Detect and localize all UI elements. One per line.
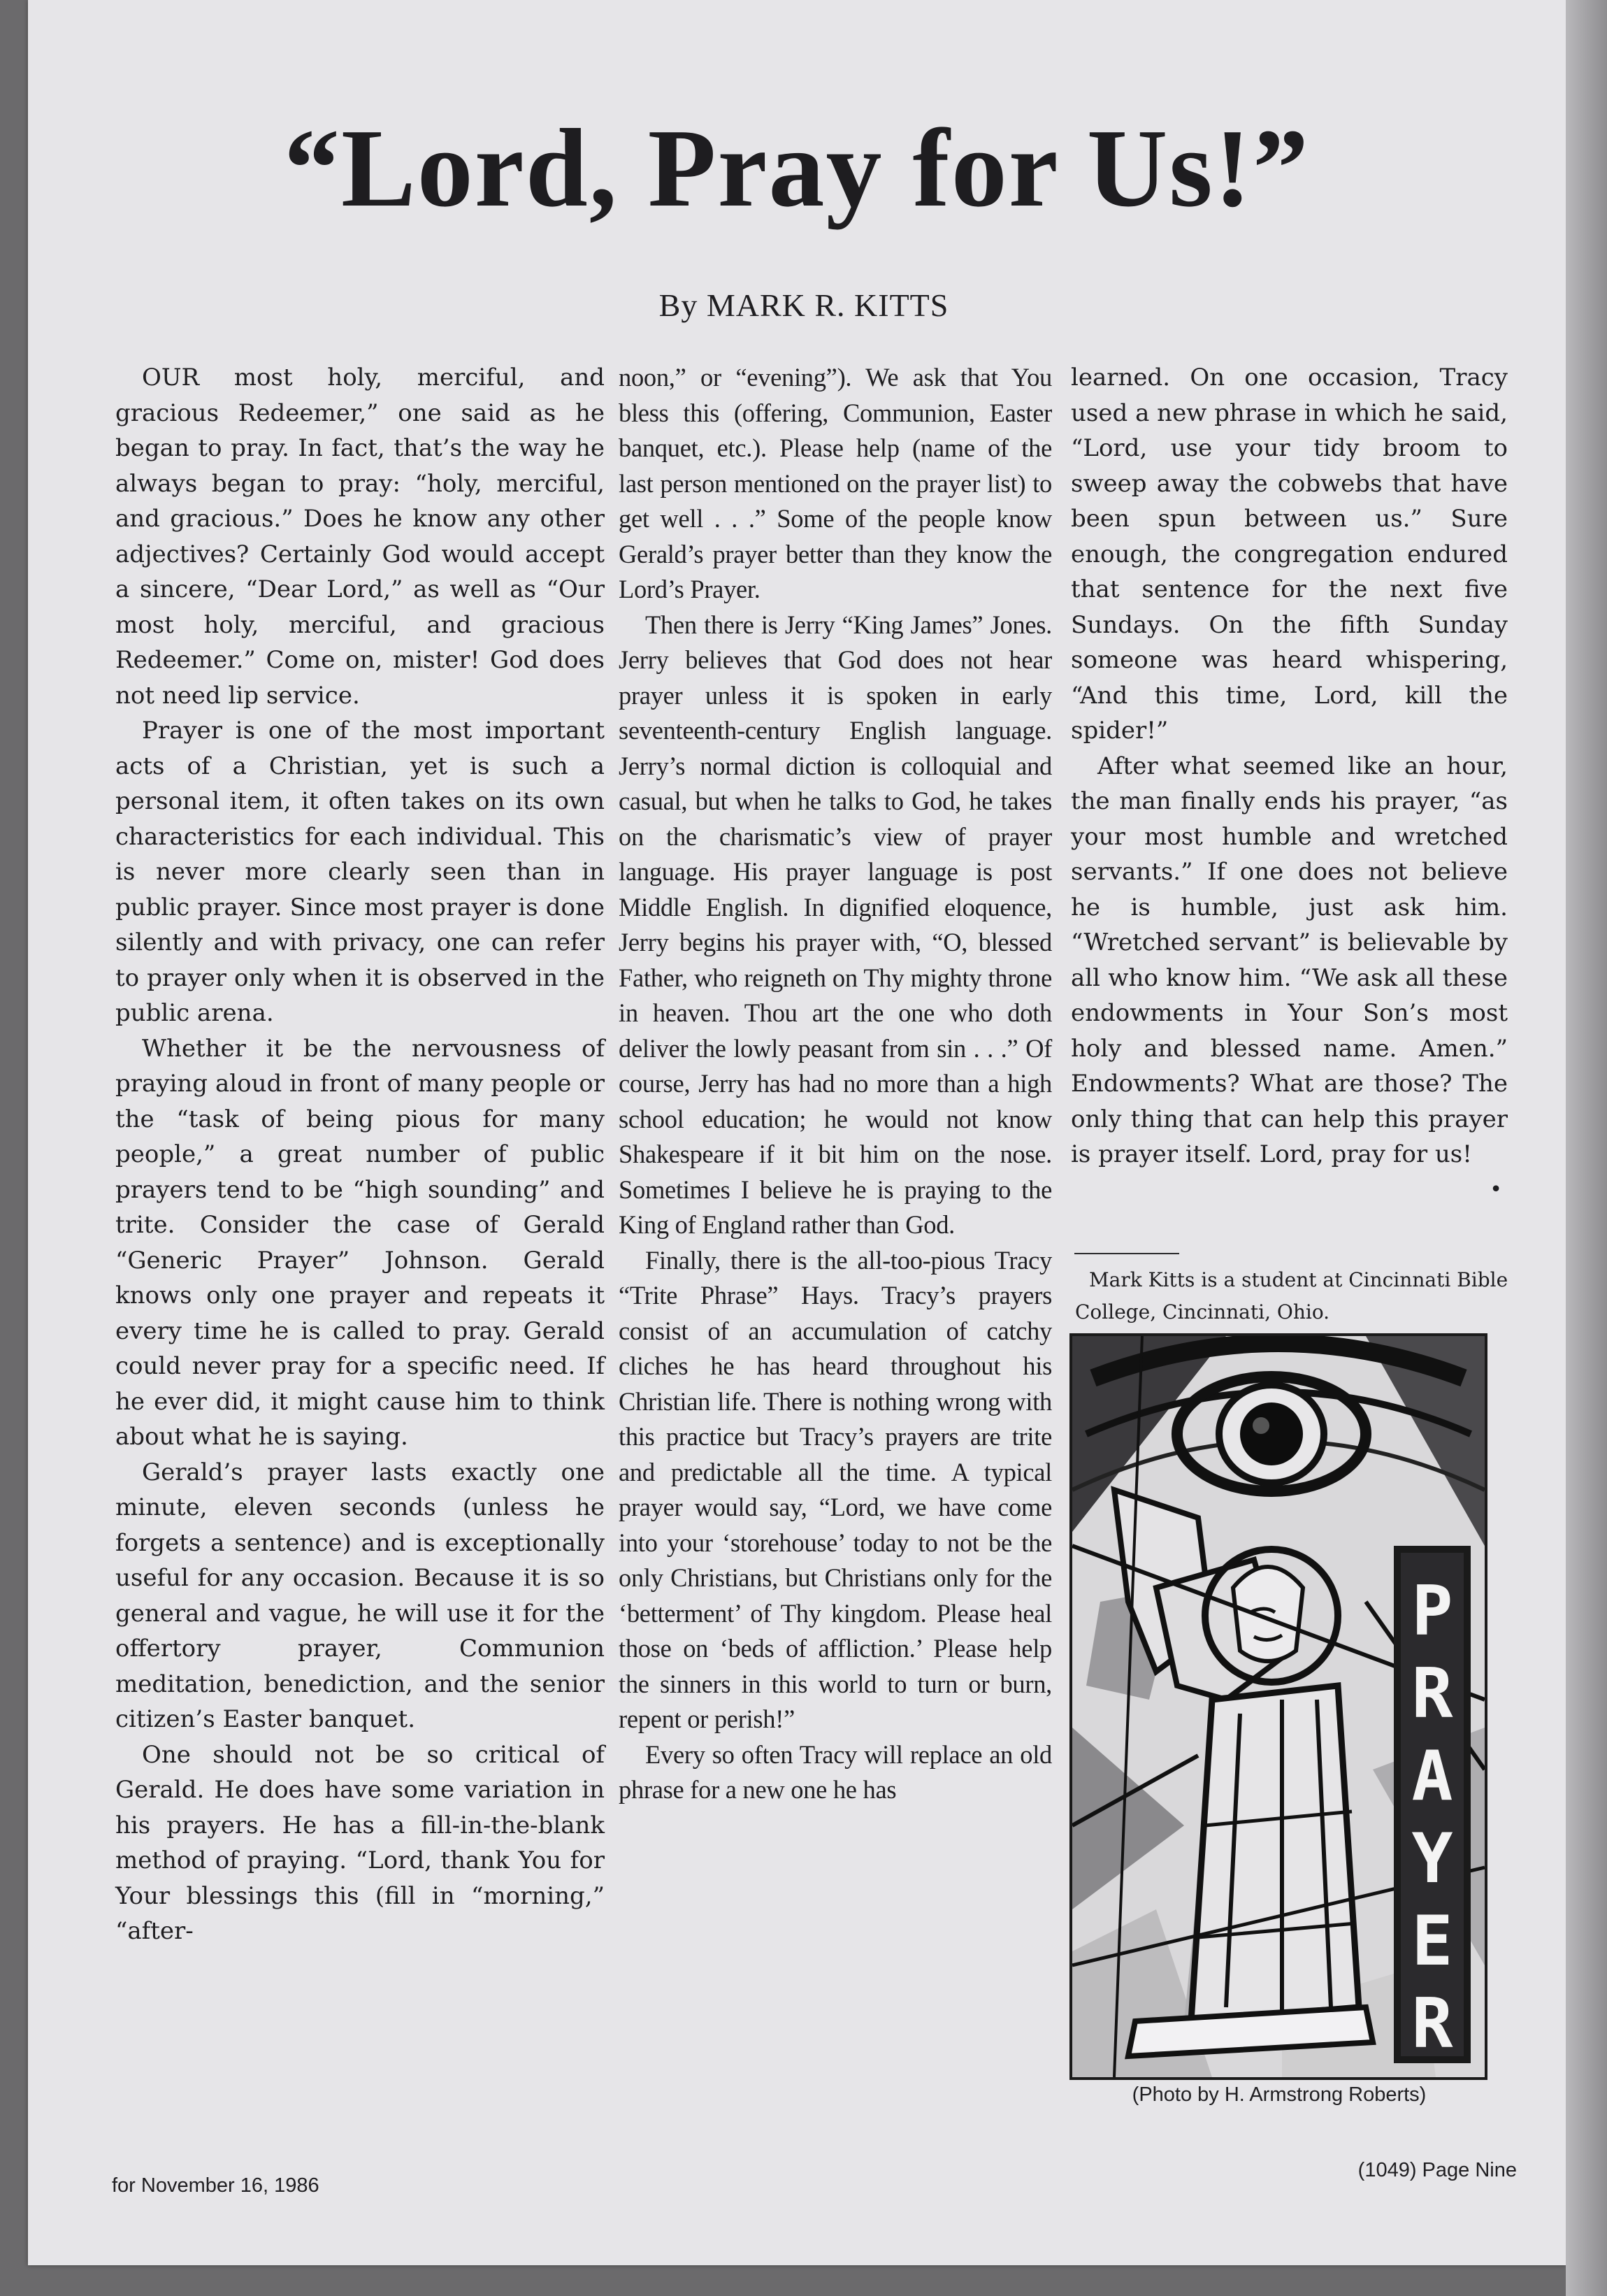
column-1 (115, 360, 605, 1949)
paragraph: Finally, there is the all-too-pious Tracy “Trite Phrase” Hays. Tracy’s prayers consist of an accumulation of catchy cliches he has heard throughout his Christian life. There is nothing wrong with this practice but Tracy’s prayers are trite and predictable all the time. A typical prayer would say, “Lord, we have come into your ‘storehouse’ today to not be the only Christians, but Christians only for the ‘betterment’ of Thy kingdom. Please heal those on ‘beds of affliction.’ Please help the sinners in this world to turn or burn, repent or perish!” (619, 1245, 1052, 1733)
paragraph: One should not be so critical of Gerald. He does have some variation in his prayers. He has a fill-in-the-blank method of praying. “Lord, thank You for Your blessings this (fill in “morning,” “after- (115, 1740, 605, 1945)
magazine-page (28, 0, 1566, 2265)
column-3 (1071, 360, 1508, 1207)
paragraph: Gerald’s prayer lasts exactly one minute, eleven seconds (unless he forgets a sentence) and is exceptionally useful for any occasion. Because it is so general and vague, he will use it for the offertory prayer, Communion meditation, benediction, and the senior citizen’s Easter banquet. (115, 1458, 605, 1733)
paragraph: Whether it be the nervousness of praying aloud in front of many people or the “task of being pious for many people,” a great number of public prayers tend to be “high sounding” and trite. Consider the case of Gerald “Generic Prayer” Johnson. Gerald knows only one prayer and repeats it every time he is called to pray. Gerald could never pray for a specific need. If he ever did, it might cause him to think about what he is saying. (115, 1034, 605, 1451)
footer-date: for November 16, 1986 (112, 2174, 319, 2197)
article-title: “Lord, Pray for Us!” (284, 106, 1310, 230)
byline: By MARK R. KITTS (658, 287, 949, 323)
paragraph-text: After what seemed like an hour, the man finally ends his prayer, “as your most humble and wretched servants.” If one does not believe he is humble, just ask him. “Wretched servant” is believable by all who know him. “We ask all these endowments in Your Son’s most holy and blessed name. Amen.” Endowments? What are those? The only thing that can help this prayer is prayer itself. Lord, pray for us! (1071, 752, 1508, 1168)
paragraph (1071, 749, 1508, 1202)
footer-page-number: (1049) Page Nine (1357, 2159, 1517, 2181)
paragraph: Every so often Tracy will replace an old phrase for a new one he has (619, 1739, 1052, 1804)
end-mark: • (1490, 1177, 1502, 1202)
divider (1074, 1253, 1179, 1254)
stained-glass-illustration (1069, 1333, 1487, 2080)
illustration-text: PRAYER (1411, 1572, 1453, 2064)
paragraph: noon,” or “evening”). We ask that You bless this (offering, Communion, Easter banquet, etc.). Please help (name of the last person mentioned on the prayer list) to get well . . .” Some of the people know Gerald’s prayer better than they know the Lord’s Prayer. (619, 363, 1052, 603)
paragraph: Then there is Jerry “King James” Jones. Jerry believes that God does not hear prayer unless it is spoken in early seventeenth-century English language. Jerry’s normal diction is colloquial and casual, but when he talks to God, he takes on the charismatic’s view of prayer language. His prayer language is post Middle English. In dignified eloquence, Jerry begins his prayer with, “O, blessed Father, who reigneth on Thy mighty throne in heaven. Thou art the one who doth deliver the lowly peasant from sin . . .” Of course, Jerry has had no more than a high school education; he would not know Shakespeare if it bit him on the nose. Sometimes I believe he is praying to the King of England rather than God. (619, 610, 1052, 1239)
photo-caption: (Photo by H. Armstrong Roberts) (1132, 2083, 1427, 2106)
author-bio: Mark Kitts is a student at Cincinnati Bible College, Cincinnati, Ohio. (1075, 1268, 1508, 1323)
column-2 (619, 360, 1052, 1808)
paragraph: Prayer is one of the most important acts of a Christian, yet is such a personal item, it often takes on its own characteristics for each individual. This is never more clearly seen than in public prayer. Since most prayer is done silently and with privacy, one can refer to prayer only when it is observed in the public arena. (115, 717, 605, 1027)
page-edge (1566, 0, 1607, 2296)
paragraph: learned. On one occasion, Tracy used a new phrase in which he said, “Lord, use your tidy broom to sweep away the cobwebs that have been spun between us.” Sure enough, the congregation endured that sentence for the next five Sundays. On the fifth Sunday someone was heard whispering, “And this time, Lord, kill the spider!” (1071, 364, 1508, 745)
paragraph: OUR most holy, merciful, and gracious Redeemer,” one said as he began to pray. In fact, that’s the way he always began to pray: “holy, merciful, and gracious.” Does he know any other adjectives? Certainly God would accept a sincere, “Dear Lord,” as well as “Our most holy, merciful, and gracious Redeemer.” Come on, mister! God does not need lip service. (115, 364, 605, 710)
